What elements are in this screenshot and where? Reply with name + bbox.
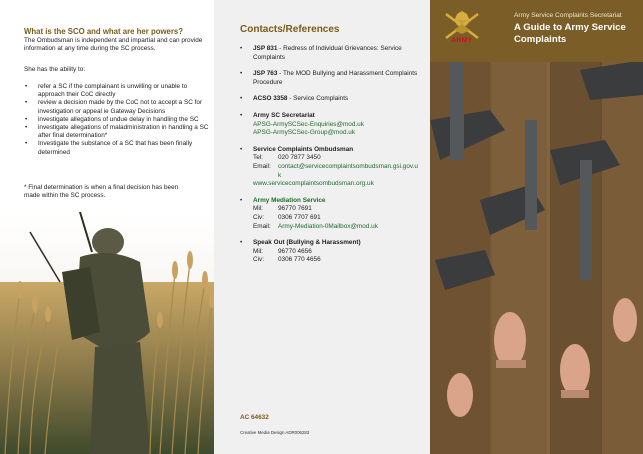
sco-heading: What is the SCO and what are her powers? bbox=[24, 27, 183, 36]
list-item: • refer a SC if the complainant is unwilling or unable to approach their CoC directly bbox=[24, 83, 210, 99]
army-logo-icon bbox=[440, 8, 484, 52]
jsp763-text: - The MOD Bullying and Harassment Complaints Procedure bbox=[253, 70, 418, 86]
soldiers-rifles-photo bbox=[430, 0, 643, 454]
secretariat-title: • Army SC Secretariat bbox=[253, 111, 315, 119]
mediation-title: • Army Mediation Service bbox=[253, 196, 326, 204]
cover-secretariat: Army Service Complaints Secretariat bbox=[514, 12, 622, 19]
speakout-mil-label: Mil: bbox=[253, 247, 263, 255]
cover-panel bbox=[430, 0, 643, 454]
ac-code: AC 64632 bbox=[240, 414, 269, 421]
ombudsman-website-link[interactable]: www.servicecomplaintsombudsman.org.uk bbox=[253, 180, 374, 188]
sco-intro-text: The Ombudsman is independent and impartial and can provide information at any time during the SC process. bbox=[24, 37, 203, 53]
acso-text: - Service Complaints bbox=[287, 95, 349, 103]
document-title: A Guide to Army Service Complaints bbox=[514, 22, 626, 45]
list-item-jsp831 bbox=[240, 45, 420, 62]
jsp831-text: - Redress of Individual Grievances: Service Complaints bbox=[253, 45, 402, 61]
list-item-acso bbox=[240, 95, 420, 104]
left-panel bbox=[0, 0, 214, 454]
list-item: • investigate allegations of undue delay in handling the SC bbox=[24, 116, 210, 124]
sco-ability-intro: She has the ability to: bbox=[24, 66, 86, 73]
speakout-title: • Speak Out (Bullying & Harassment) bbox=[253, 239, 361, 247]
speakout-mil: 96770 4656 bbox=[278, 247, 312, 255]
secretariat-group-email-link[interactable]: APSG-ArmySCSec-Group@mod.uk bbox=[253, 129, 356, 137]
secretariat-email-link[interactable]: APSG-ArmySCSec-Enquiries@mod.uk bbox=[253, 120, 364, 128]
list-item: • investigate allegations of maladministration in handling a SC after final determination* bbox=[24, 124, 210, 140]
speakout-civ-label: Civ: bbox=[253, 256, 265, 264]
mediation-civ: 0306 7707 691 bbox=[278, 213, 321, 221]
design-credit: Creative Media Design ADR006283 bbox=[240, 430, 310, 435]
ombudsman-email-label: Email: bbox=[253, 162, 271, 170]
army-logo-text: ARMY bbox=[451, 37, 473, 44]
speakout-civ: 0306 770 4656 bbox=[278, 256, 321, 264]
soldier-in-wheat-photo bbox=[0, 212, 214, 454]
list-item-speakout bbox=[240, 239, 420, 265]
ombudsman-tel: 020 7877 3450 bbox=[278, 154, 321, 162]
list-item-secretariat bbox=[240, 112, 420, 138]
ombudsman-tel-label: Tel: bbox=[253, 154, 263, 162]
jsp763-code: JSP 763 bbox=[253, 70, 278, 78]
list-item-jsp763 bbox=[240, 70, 420, 87]
contacts-list bbox=[240, 45, 420, 273]
sco-footnote: * Final determination is when a final decision has been made within the SC process. bbox=[24, 184, 179, 200]
list-item: • Investigate the substance of a SC that has been finally determined bbox=[24, 140, 210, 156]
jsp831-code: JSP 831 bbox=[253, 45, 278, 52]
list-item-ombudsman bbox=[240, 146, 420, 189]
ombudsman-title: • Service Complaints Ombudsman bbox=[253, 145, 354, 153]
mediation-mil: 96770 7691 bbox=[278, 205, 312, 213]
list-item-mediation bbox=[240, 197, 420, 231]
ombudsman-email-link[interactable]: contact@servicecomplaintsombudsman.gsi.gov.uk bbox=[278, 162, 418, 179]
acso-code: ACSO 3358 bbox=[253, 95, 288, 103]
mediation-email-link[interactable]: Army-Mediation-0Mailbox@mod.uk bbox=[278, 222, 378, 230]
mediation-civ-label: Civ: bbox=[253, 213, 265, 221]
list-item: • review a decision made by the CoC not to accept a SC for investigation or appeal ie Gateway Decisions bbox=[24, 99, 210, 115]
cover-title-box bbox=[430, 0, 643, 62]
contacts-heading: Contacts/References bbox=[240, 24, 340, 35]
mediation-mil-label: Mil: bbox=[253, 205, 263, 213]
sco-abilities-list bbox=[24, 83, 210, 157]
mediation-email-label: Email: bbox=[253, 222, 271, 230]
